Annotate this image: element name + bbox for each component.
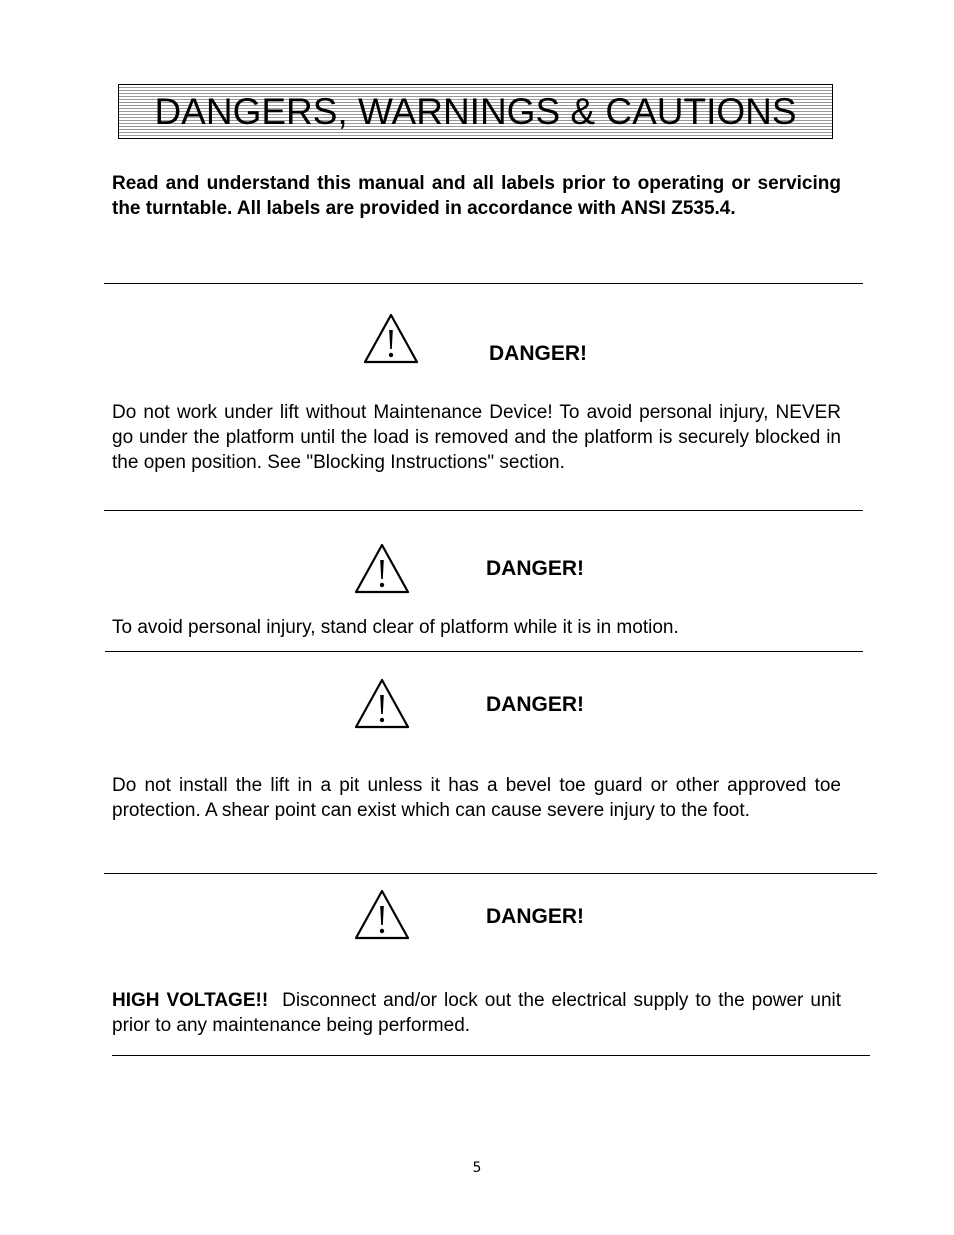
warning-triangle-icon: [351, 886, 413, 948]
danger-heading: DANGER!: [486, 905, 584, 928]
warning-triangle-icon: [351, 540, 413, 602]
danger-heading: DANGER!: [486, 693, 584, 716]
section-divider: [104, 510, 863, 511]
high-voltage-emphasis: HIGH VOLTAGE!!: [112, 990, 269, 1011]
danger-heading: DANGER!: [489, 342, 587, 365]
danger-body-text: Do not install the lift in a pit unless it has a bevel toe guard or other approved toe protection. A shear point can exist which can cause severe injury to the foot.: [112, 775, 841, 821]
danger-body-text: Do not work under lift without Maintenance Device! To avoid personal injury, NEVER go under the platform until the load is removed and the platform is securely blocked in the open position. See "Blocking Instructions" section.: [112, 402, 841, 473]
warning-triangle-icon: [360, 310, 422, 372]
danger-body-text: [112, 988, 841, 1038]
danger-body-text: To avoid personal injury, stand clear of platform while it is in motion.: [112, 617, 679, 638]
intro-paragraph: Read and understand this manual and all labels prior to operating or servicing the turntable. All labels are provided in accordance with ANSI Z535.4.: [112, 173, 841, 219]
page-title-banner: [118, 84, 833, 139]
section-divider: [105, 651, 863, 652]
section-divider: [112, 1055, 870, 1056]
warning-triangle-icon: [351, 675, 413, 737]
danger-body-rest: Disconnect and/or lock out the electrical supply to the power unit prior to any maintenance being performed.: [112, 990, 842, 1036]
page-number: 5: [472, 1160, 482, 1176]
section-divider: [104, 283, 863, 284]
danger-heading: DANGER!: [486, 557, 584, 580]
section-divider: [104, 873, 877, 874]
page-title: DANGERS, WARNINGS & CAUTIONS: [154, 90, 797, 132]
